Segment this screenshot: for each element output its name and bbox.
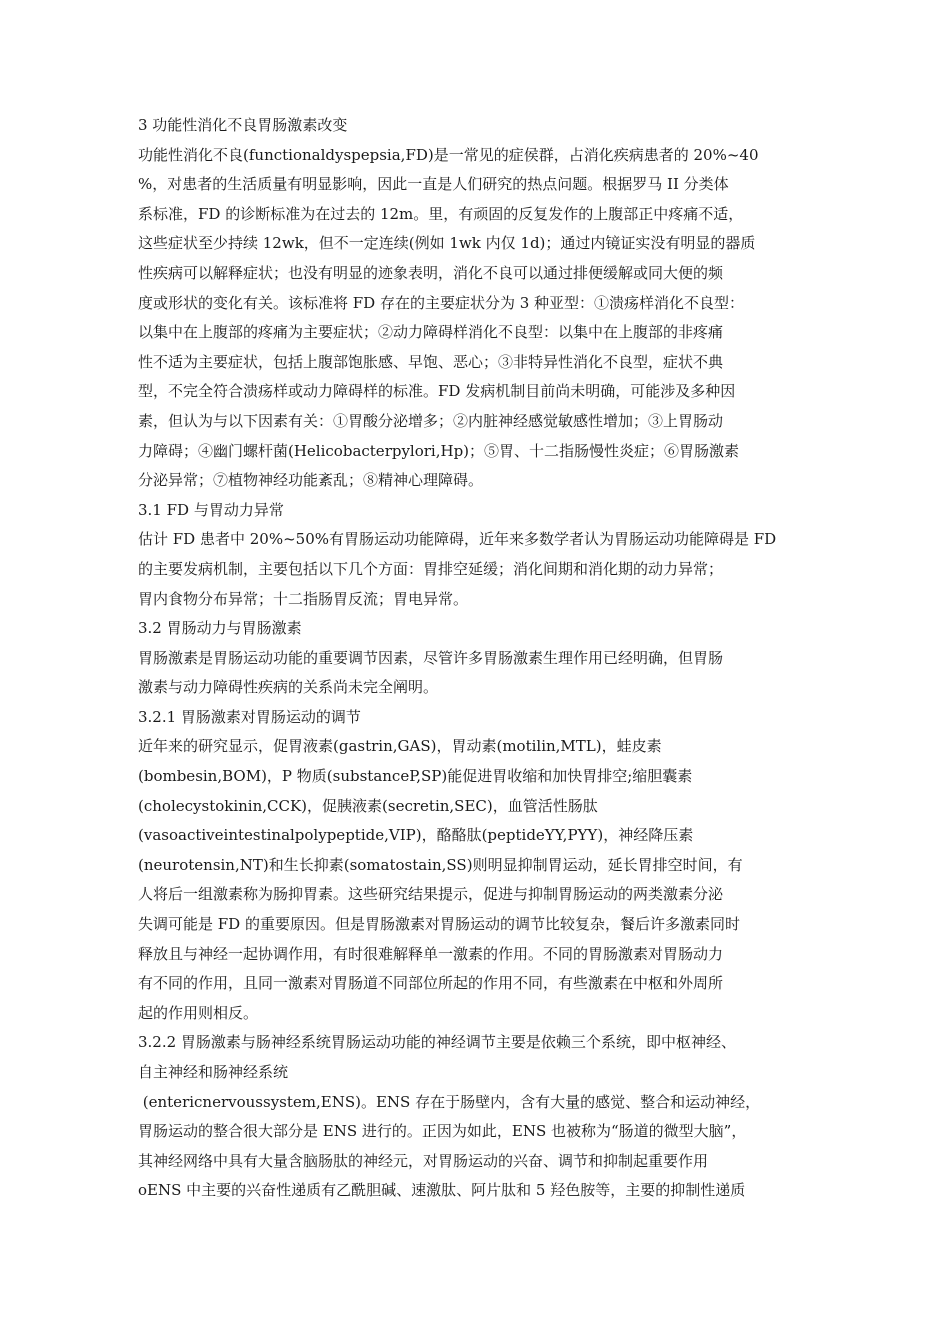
section-3-2-heading: 3.2 胃肠动力与胃肠激素 bbox=[138, 619, 302, 638]
paragraph-line: 素，但认为与以下因素有关：①胃酸分泌增多；②内脏神经感觉敏感性增加；③上胃肠动 bbox=[138, 411, 724, 430]
paragraph-line: 以集中在上腹部的疼痛为主要症状；②动力障碍样消化不良型：以集中在上腹部的非疼痛 bbox=[138, 323, 724, 342]
paragraph-line: 失调可能是 FD 的重要原因。但是胃肠激素对胃肠运动的调节比较复杂，餐后许多激素同时 bbox=[138, 915, 740, 934]
paragraph-line: (entericnervoussystem,ENS)。ENS 存在于肠壁内，含有大量的感觉、整合和运动神经， bbox=[138, 1092, 761, 1111]
paragraph-line: 胃肠激素是胃肠运动功能的重要调节因素，尽管许多胃肠激素生理作用已经明确，但胃肠 bbox=[138, 648, 724, 667]
paragraph-line: 人将后一组激素称为肠抑胃素。这些研究结果提示，促进与抑制胃肠运动的两类激素分泌 bbox=[138, 885, 724, 904]
paragraph-line: 这些症状至少持续 12wk，但不一定连续(例如 1wk 内仅 1d)；通过内镜证实没有明显的器质 bbox=[138, 234, 756, 253]
paragraph-line: 型，不完全符合溃疡样或动力障碍样的标准。FD 发病机制目前尚未明确，可能涉及多种因 bbox=[138, 382, 736, 401]
paragraph-line: 性疾病可以解释症状；也没有明显的迹象表明，消化不良可以通过排便缓解或同大便的频 bbox=[138, 263, 724, 282]
paragraph-line: 激素与动力障碍性疾病的关系尚未完全阐明。 bbox=[138, 678, 439, 697]
paragraph-line: 度或形状的变化有关。该标准将 FD 存在的主要症状分为 3 种亚型：①溃疡样消化不良型： bbox=[138, 293, 745, 312]
paragraph-line: %，对患者的生活质量有明显影响，因此一直是人们研究的热点问题。根据罗马 II 分类体 bbox=[138, 175, 729, 194]
paragraph-line: 自主神经和肠神经系统 bbox=[138, 1063, 289, 1081]
section-3-2-2-heading: 3.2.2 胃肠激素与肠神经系统胃肠运动功能的神经调节主要是依赖三个系统，即中枢神经、 bbox=[138, 1033, 736, 1052]
paragraph-line: 分泌异常；⑦植物神经功能紊乱；⑧精神心理障碍。 bbox=[138, 471, 484, 490]
paragraph-line: (cholecystokinin,CCK)，促胰液素(secretin,SEC)，血管活性肠肽 bbox=[138, 796, 598, 815]
paragraph-line: 胃肠运动的整合很大部分是 ENS 进行的。正因为如此，ENS 也被称为“肠道的微型大脑”， bbox=[138, 1122, 747, 1141]
paragraph-line: 其神经网络中具有大量含脑肠肽的神经元，对胃肠运动的兴奋、调节和抑制起重要作用 bbox=[138, 1151, 709, 1170]
paragraph-line: (vasoactiveintestinalpolypeptide,VIP)，酪酪肽(peptideYY,PYY)，神经降压素 bbox=[138, 826, 694, 845]
section-3-heading: 3 功能性消化不良胃肠激素改变 bbox=[138, 116, 348, 134]
paragraph-line: oENS 中主要的兴奋性递质有乙酰胆碱、速激肽、阿片肽和 5 羟色胺等，主要的抑制性递质 bbox=[138, 1181, 746, 1200]
section-3-1-heading: 3.1 FD 与胃动力异常 bbox=[138, 500, 284, 519]
paragraph-line: 系标准，FD 的诊断标准为在过去的 12m。里，有顽固的反复发作的上腹部正中疼痛不适， bbox=[138, 204, 744, 223]
paragraph-line: 起的作用则相反。 bbox=[138, 1003, 259, 1022]
paragraph-line: (bombesin,BOM)，P 物质(substanceP,SP)能促进胃收缩和加快胃排空;缩胆囊素 bbox=[138, 767, 693, 786]
section-3-2-1-heading: 3.2.1 胃肠激素对胃肠运动的调节 bbox=[138, 707, 361, 726]
paragraph-line: 估计 FD 患者中 20%~50%有胃肠运动功能障碍，近年来多数学者认为胃肠运动功能障碍是 FD bbox=[138, 530, 777, 549]
paragraph-line: 功能性消化不良(functionaldyspepsia,FD)是一常见的症侯群，占消化疾病患者的 20%~40 bbox=[138, 145, 759, 164]
paragraph-line: 胃内食物分布异常；十二指肠胃反流；胃电异常。 bbox=[138, 589, 469, 608]
paragraph-line: (neurotensin,NT)和生长抑素(somatostain,SS)则明显抑制胃运动，延长胃排空时间，有 bbox=[138, 855, 743, 874]
paragraph-line: 力障碍；④幽门螺杆菌(Helicobacterpylori,Hp)；⑤胃、十二指肠慢性炎症；⑥胃肠激素 bbox=[138, 441, 740, 460]
paragraph-line: 性不适为主要症状，包括上腹部饱胀感、早饱、恶心；③非特异性消化不良型，症状不典 bbox=[138, 352, 724, 371]
document-body bbox=[138, 111, 828, 1206]
paragraph-line: 有不同的作用，且同一激素对胃肠道不同部位所起的作用不同，有些激素在中枢和外周所 bbox=[138, 974, 724, 993]
paragraph-line: 的主要发病机制，主要包括以下几个方面：胃排空延缓；消化间期和消化期的动力异常； bbox=[138, 559, 724, 578]
paragraph-line: 近年来的研究显示，促胃液素(gastrin,GAS)，胃动素(motilin,MTL)，蛙皮素 bbox=[138, 737, 662, 756]
paragraph-line: 释放且与神经一起协调作用，有时很难解释单一激素的作用。不同的胃肠激素对胃肠动力 bbox=[138, 944, 724, 963]
